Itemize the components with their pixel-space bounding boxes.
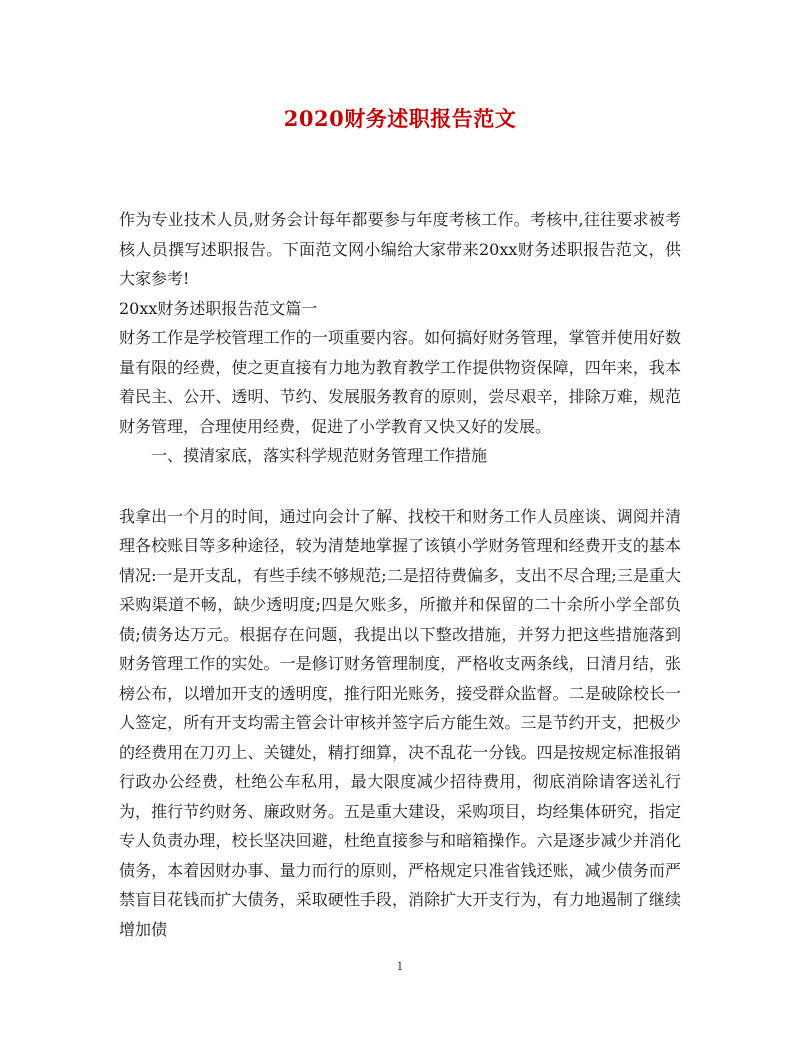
- document-body: [119, 205, 681, 944]
- section-title: 20xx财务述职报告范文篇一: [119, 298, 318, 318]
- document-title: 2020财务述职报告范文: [283, 106, 517, 131]
- paragraph-gap: [119, 471, 681, 502]
- intro-paragraph: 作为专业技术人员,财务会计每年都要参与年度考核工作。考核中,往往要求被考核人员撰写述职报告。下面范文网小编给大家带来20xx财务述职报告范文，供大家参考!: [119, 210, 681, 288]
- subheading-1: 一、摸清家底，落实科学规范财务管理工作措施: [151, 446, 488, 465]
- page-number: 1: [396, 960, 404, 973]
- body-paragraph-2: 我拿出一个月的时间，通过向会计了解、找校干和财务工作人员座谈、调阅并清理各校账目等多种途径，较为清楚地掌握了该镇小学财务管理和经费开支的基本情况:一是开支乱，有些手续不够规范;二是招待费偏多，支出不尽合理;三是重大采购渠道不畅，缺少透明度;四是欠账多，所撤并和保留的二十余所小学全部负债;债务达万元。根据存在问题，我提出以下整改措施，并努力把这些措施落到财务管理工作的实处。一是修订财务管理制度，严格收支两条线，日清月结，张榜公布，以增加开支的透明度，推行阳光账务，接受群众监督。二是破除校长一人签定，所有开支均需主管会计审核并签字后方能生效。三是节约开支，把极少的经费用在刀刃上、关键处，精打细算，决不乱花一分钱。四是按规定标准报销行政办公经费，杜绝公车私用，最大限度减少招待费用，彻底消除请客送礼行为，推行节约财务、廉政财务。五是重大建设，采购项目，均经集体研究，指定专人负责办理，校长坚决回避，杜绝直接参与和暗箱操作。六是逐步减少并消化债务，本着因财办事、量力而行的原则，严格规定只准省钱还账，减少债务而严禁盲目花钱而扩大债务，采取硬性手段，消除扩大开支行为，有力地遏制了继续增加债: [119, 506, 681, 939]
- body-paragraph-1: 财务工作是学校管理工作的一项重要内容。如何搞好财务管理，掌管并使用好数量有限的经费，使之更直接有力地为教育教学工作提供物资保障，四年来，我本着民主、公开、透明、节约、发展服务教育的原则，尝尽艰辛，排除万难，规范财务管理，合理使用经费，促进了小学教育又快又好的发展。: [119, 328, 681, 436]
